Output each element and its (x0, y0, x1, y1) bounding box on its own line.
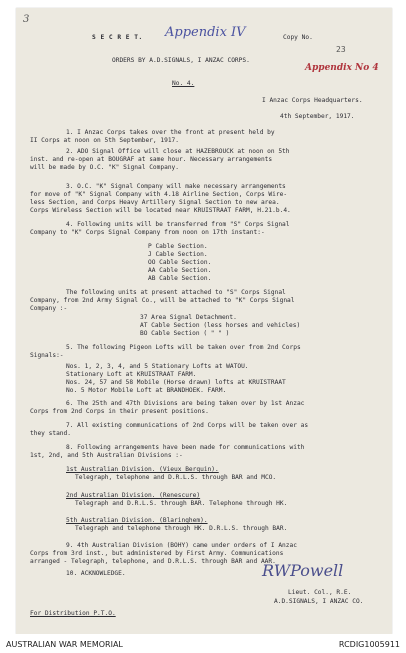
footer-institution: AUSTRALIAN WAR MEMORIAL (6, 640, 123, 649)
body-line: Company to "K" Corps Signal Company from noon on 17th instant:- (30, 229, 265, 236)
date-line: 4th September, 1917. (280, 113, 355, 120)
body-line: Company, from 2nd Army Signal Co., will be attached to "K" Corps Signal (30, 297, 295, 304)
body-line: P Cable Section. (148, 243, 208, 250)
body-line: AB Cable Section. (148, 275, 212, 282)
signature-autograph: RWPowell (262, 561, 344, 580)
body-line: 6. The 25th and 47th Divisions are being taken over by 1st Anzac (66, 400, 305, 407)
footer-record-id: RCDIG1005911 (338, 640, 400, 649)
body-line: BO Cable Section ( " " ) (140, 330, 230, 337)
body-line: 1st, 2nd, and 5th Australian Divisions :- (30, 452, 183, 459)
page-number-annotation: 3 (23, 14, 30, 25)
body-line: Nos. 24, 57 and 58 Mobile (Horse drawn) lofts at KRUISTRAAT (66, 379, 286, 386)
body-line: 8. Following arrangements have been made for communications with (66, 444, 305, 451)
body-line: Nos. 1, 2, 3, 4, and 5 Stationary Lofts at WATOU. (66, 363, 249, 370)
body-line: Telegraph, telephone and D.R.L.S. through BAR and MCO. (75, 474, 277, 481)
body-line: Telegraph and telephone through HK. D.R.L.S. through BAR. (75, 525, 288, 532)
copy-number: Copy No. (283, 34, 313, 41)
signature-title: A.D.SIGNALS, I ANZAC CO. (274, 598, 364, 605)
body-line: will be made by O.C. "K" Signal Company. (30, 164, 180, 171)
body-line: AT Cable Section (less horses and vehicles) (140, 322, 301, 329)
body-line: 5. The following Pigeon Lofts will be taken over from 2nd Corps (66, 344, 301, 351)
number-annotation: 23 (336, 45, 346, 54)
body-line: 4. Following units will be transferred from "S" Corps Signal (66, 221, 290, 228)
body-line: 37 Area Signal Detachment. (140, 314, 237, 321)
body-line: 3. O.C. "K" Signal Company will make necessary arrangements (66, 183, 286, 190)
body-line: 10. ACKNOWLEDGE. (66, 570, 126, 577)
secret-heading: S E C R E T. (92, 34, 143, 41)
body-line: J Cable Section. (148, 251, 208, 258)
body-line: less Section, and Corps Heavy Artillery Signal Section to new area. (30, 199, 280, 206)
body-line: 2nd Australian Division. (Renescure) (66, 492, 201, 499)
body-line: The following units at present attached to "S" Corps Signal (66, 289, 286, 296)
body-line: 7. All existing communications of 2nd Corps will be taken over as (66, 422, 309, 429)
signature-rank: Lieut. Col., R.E. (288, 589, 352, 596)
body-line: AA Cable Section. (148, 267, 212, 274)
body-line: 1st Australian Division. (Vieux Berquin). (66, 466, 219, 473)
headquarters-line: I Anzac Corps Headquarters. (262, 97, 363, 104)
distribution-note: For Distribution P.T.O. (30, 610, 116, 617)
body-line: Telegraph and D.R.L.S. through BAR. Telephone through HK. (75, 500, 288, 507)
body-line: for move of "K" Signal Company with 4.18 Airline Section, Corps Wire- (30, 191, 288, 198)
body-line: Stationary Loft at KRUISTRAAT FARM. (66, 371, 197, 378)
body-line: they stand. (30, 430, 71, 437)
body-line: 1. I Anzac Corps takes over the front at present held by (66, 129, 275, 136)
body-line: Corps from 2nd Corps in their present positions. (30, 408, 209, 415)
appendix-red-annotation: Appendix No 4 (305, 63, 379, 73)
body-line: Corps Wireless Section will be located near KRUISTRAAT FARM, H.21.b.4. (30, 207, 291, 214)
body-line: Corps from 3rd inst., but administered by First Army. Communications (30, 550, 284, 557)
body-line: 5th Australian Division. (Blaringhem). (66, 517, 208, 524)
order-number: No. 4. (172, 80, 195, 87)
body-line: arranged - Telegraph, telephone, and D.R.L.S. through BAR and AAR. (30, 558, 276, 565)
body-line: No. 5 Motor Mobile Loft at BRANDHOEK. FARM. (66, 387, 227, 394)
body-line: II Corps at noon on 5th September, 1917. (30, 137, 180, 144)
body-line: inst. and re-open at BOUGRAF at same hour. Necessary arrangements (30, 156, 273, 163)
orders-title: ORDERS BY A.D.SIGNALS, I ANZAC CORPS. (112, 57, 250, 64)
body-line: 2. ADO Signal Office will close at HAZEBROUCK at noon on 5th (66, 148, 290, 155)
appendix-annotation: Appendix IV (165, 25, 246, 40)
body-line: Signals:- (30, 352, 64, 359)
body-line: 9. 4th Australian Division (BOHY) came under orders of I Anzac (66, 542, 297, 549)
body-line: OO Cable Section. (148, 259, 212, 266)
archive-footer (0, 634, 406, 653)
body-line: Company :- (30, 305, 68, 312)
